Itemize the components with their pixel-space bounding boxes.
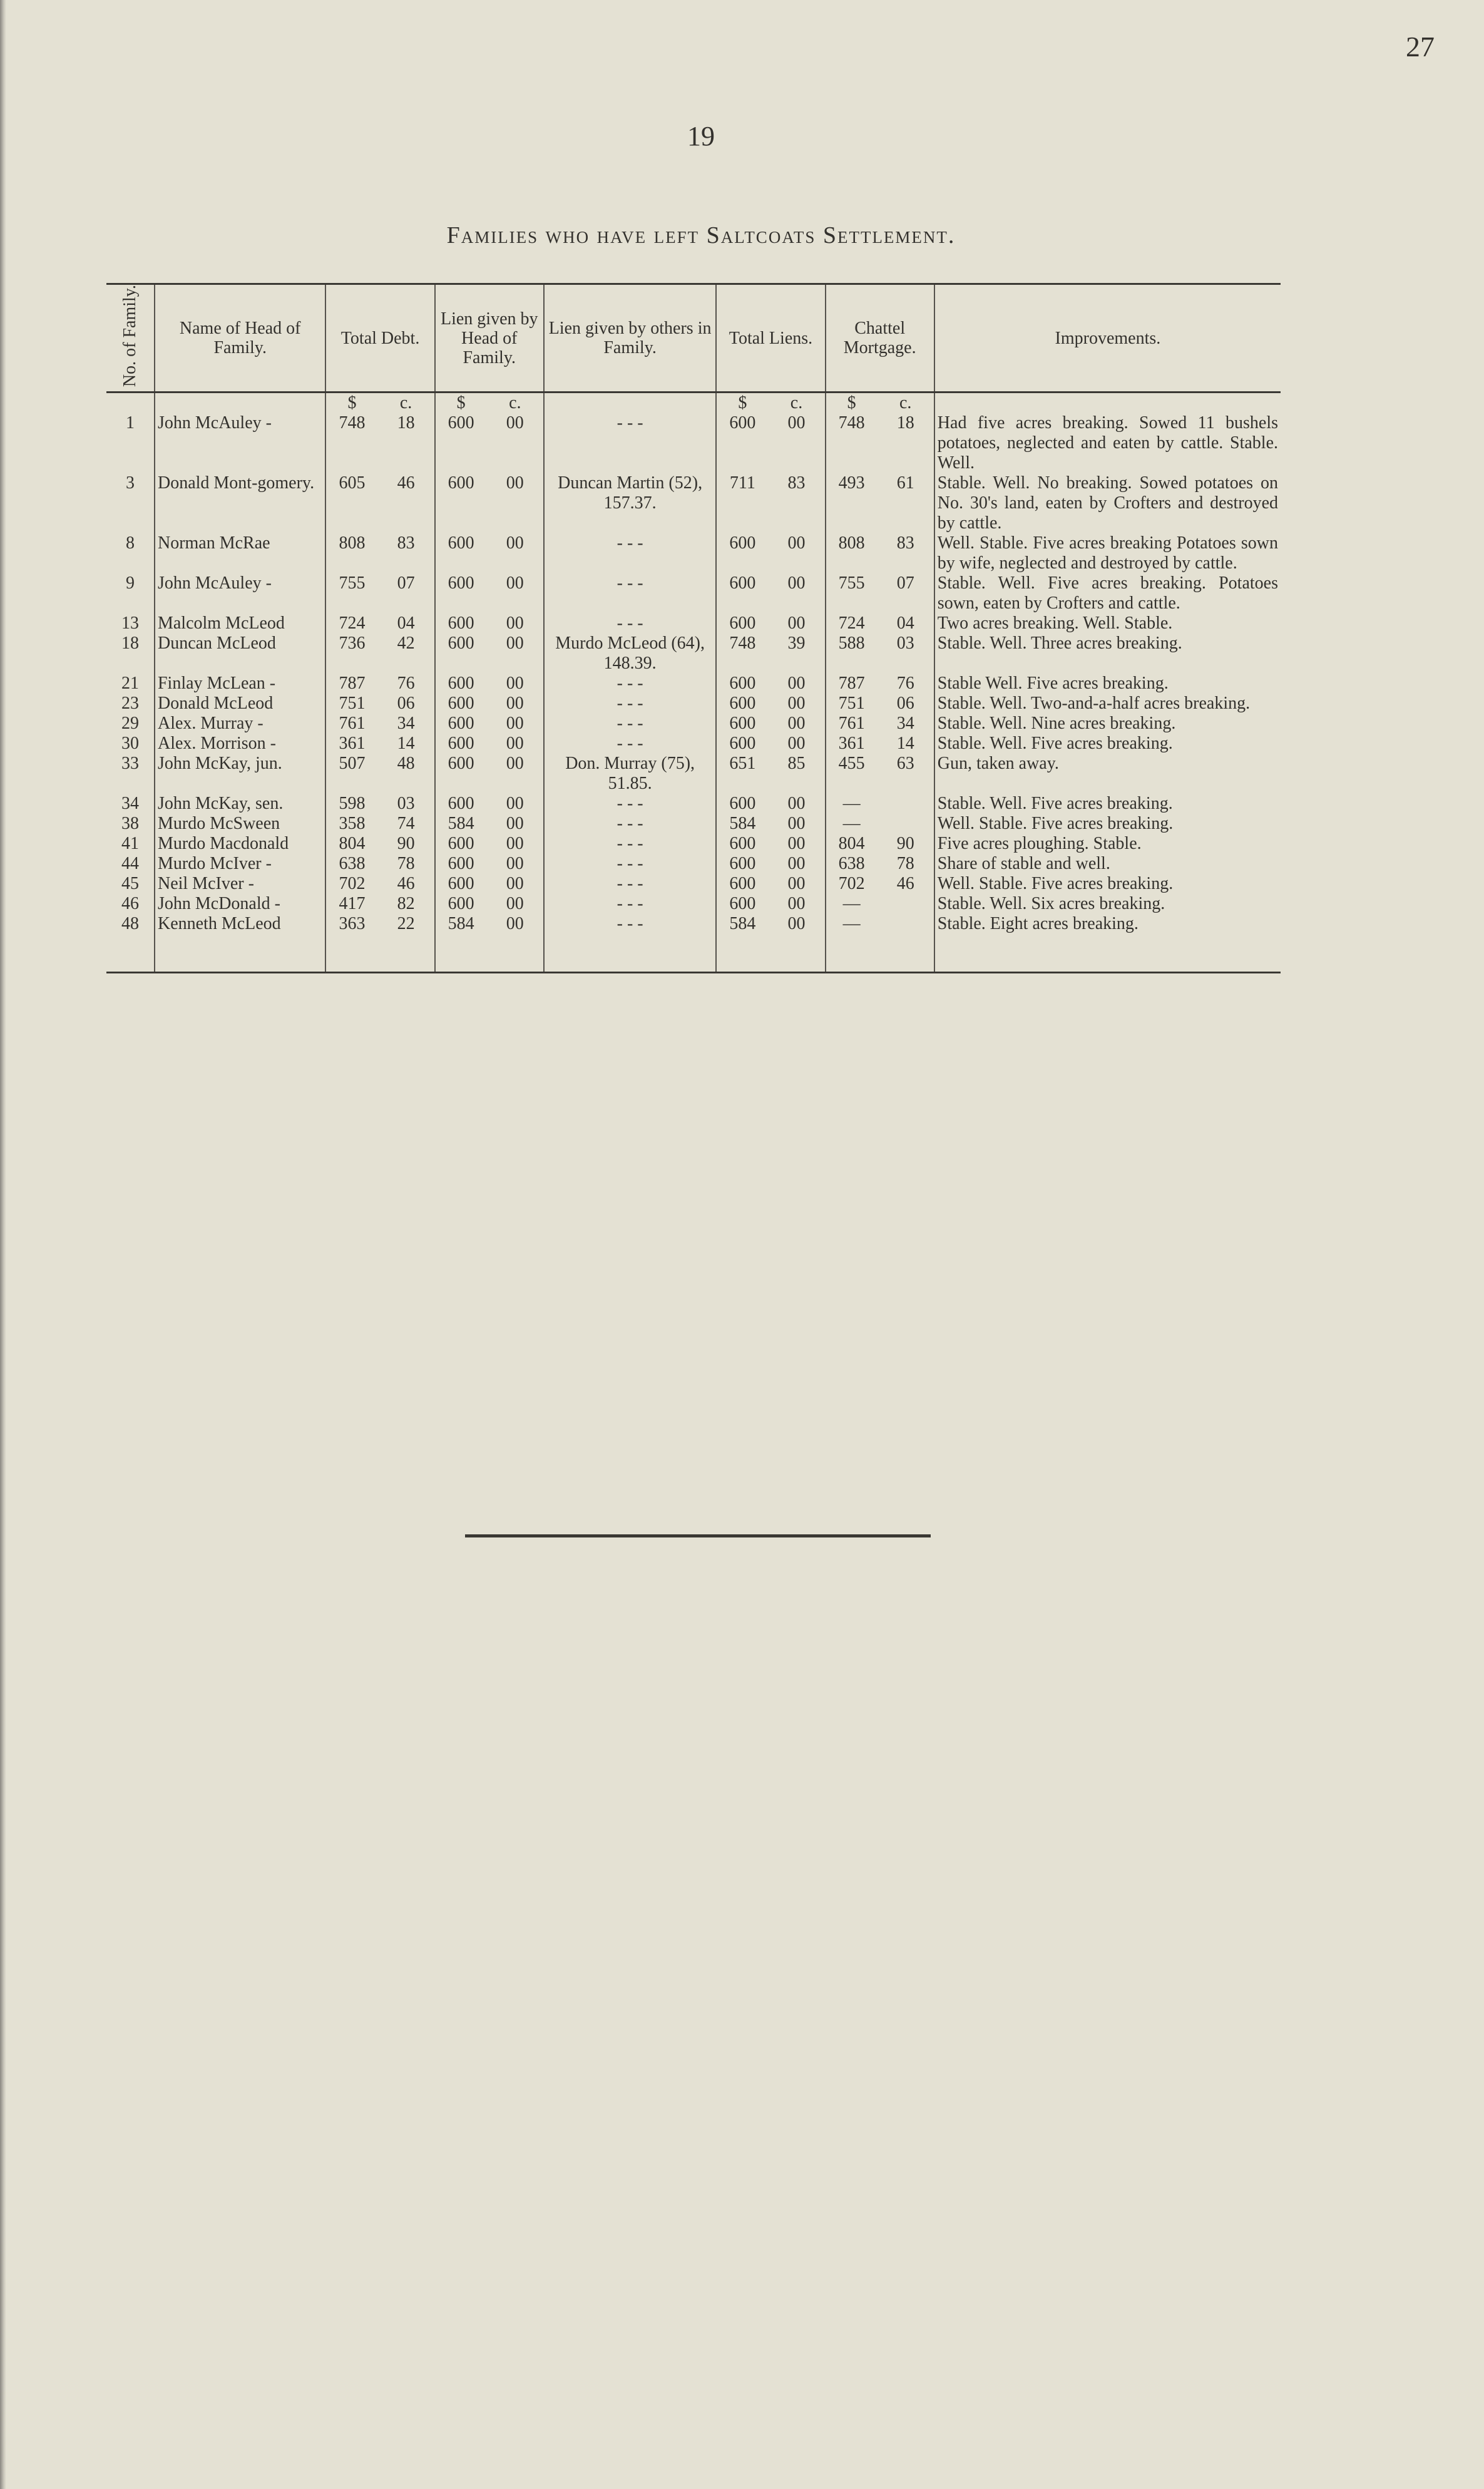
family-no-cell: 1 bbox=[106, 413, 155, 473]
improvements-cell: Well. Stable. Five acres breaking. bbox=[937, 874, 1174, 894]
chattel-cents-cell: 34 bbox=[878, 714, 934, 734]
chattel-dollars-cell: — bbox=[842, 894, 861, 914]
lien-head-cents-cell: 00 bbox=[487, 854, 544, 874]
head-name-cell: Finlay McLean - bbox=[155, 674, 325, 694]
improvements-cell: Stable. Well. Six acres breaking. bbox=[937, 894, 1165, 914]
total-liens-cents-cell: 00 bbox=[768, 674, 825, 694]
lien-head-dollars-cell: 584 bbox=[448, 814, 474, 834]
page-number-outer: 27 bbox=[1406, 31, 1435, 63]
head-name-cell: Duncan McLeod bbox=[155, 634, 325, 674]
debt-cents-cell: 46 bbox=[378, 473, 435, 533]
lien-head-dollars-cell: 584 bbox=[448, 914, 474, 934]
lien-others-cell: - - - bbox=[544, 794, 717, 814]
improvements-cell: Two acres breaking. Well. Stable. bbox=[937, 613, 1173, 634]
lien-others-cell: - - - bbox=[544, 854, 717, 874]
total-liens-dollars-cell: 600 bbox=[729, 613, 756, 634]
debt-cents-cell: 78 bbox=[378, 854, 435, 874]
chattel-cents-cell: 07 bbox=[878, 573, 934, 613]
total-liens-dollars-cell: 600 bbox=[729, 894, 756, 914]
unit-cents: c. bbox=[768, 393, 825, 414]
total-liens-dollars-cell: 711 bbox=[729, 473, 755, 493]
improvements-cell: Stable. Well. Three acres breaking. bbox=[937, 634, 1182, 654]
table-row bbox=[106, 413, 1281, 473]
family-no-cell: 3 bbox=[106, 473, 155, 533]
debt-cents-cell: 18 bbox=[378, 413, 435, 473]
total-liens-cents-cell: 00 bbox=[768, 694, 825, 714]
chattel-cents-cell: 03 bbox=[878, 634, 934, 674]
lien-head-dollars-cell: 600 bbox=[448, 634, 474, 654]
debt-dollars-cell: 702 bbox=[339, 874, 366, 894]
table-row bbox=[106, 874, 1281, 894]
improvements-cell: Well. Stable. Five acres breaking Potatoes sown by wife, neglected and destroyed by cattle. bbox=[937, 533, 1278, 573]
total-liens-dollars-cell: 600 bbox=[729, 734, 756, 754]
chattel-dollars-cell: 751 bbox=[838, 694, 865, 714]
lien-head-cents-cell: 00 bbox=[487, 533, 544, 573]
page-title: Families who have left Saltcoats Settlement. bbox=[446, 222, 956, 249]
debt-cents-cell: 22 bbox=[378, 914, 435, 934]
header-total-debt: Total Debt. bbox=[325, 284, 434, 393]
debt-dollars-cell: 417 bbox=[339, 894, 366, 914]
total-liens-cents-cell: 00 bbox=[768, 914, 825, 934]
lien-others-cell: - - - bbox=[544, 613, 717, 634]
lien-others-cell: - - - bbox=[544, 714, 717, 734]
lien-others-cell: - - - bbox=[544, 834, 717, 854]
improvements-cell: Stable. Well. Five acres breaking. bbox=[937, 734, 1173, 754]
improvements-cell: Stable. Well. Five acres breaking. Potatoes sown, eaten by Crofters and cattle. bbox=[937, 573, 1278, 613]
header-improvements: Improvements. bbox=[934, 284, 1281, 393]
unit-dollars: $ bbox=[847, 393, 856, 413]
debt-dollars-cell: 363 bbox=[339, 914, 366, 934]
family-no-cell: 18 bbox=[106, 634, 155, 674]
chattel-cents-cell: 83 bbox=[878, 533, 934, 573]
debt-dollars-cell: 761 bbox=[339, 714, 366, 734]
head-name-cell: John McAuley - bbox=[155, 573, 325, 613]
header-lien-head: Lien given by Head of Family. bbox=[435, 284, 544, 393]
improvements-cell: Stable. Well. No breaking. Sowed potatoes on No. 30's land, eaten by Crofters and destroyed by cattle. bbox=[937, 473, 1278, 533]
improvements-cell: Stable. Well. Five acres breaking. bbox=[937, 794, 1173, 814]
lien-head-dollars-cell: 600 bbox=[448, 613, 474, 634]
debt-cents-cell: 14 bbox=[378, 734, 435, 754]
header-lien-others: Lien given by others in Family. bbox=[544, 284, 717, 393]
family-no-cell: 34 bbox=[106, 794, 155, 814]
lien-head-dollars-cell: 600 bbox=[448, 473, 474, 493]
lien-others-cell: - - - bbox=[544, 874, 717, 894]
chattel-dollars-cell: 748 bbox=[838, 413, 865, 433]
total-liens-cents-cell: 00 bbox=[768, 834, 825, 854]
page-edge-shadow bbox=[0, 0, 6, 2489]
head-name-cell: Donald McLeod bbox=[155, 694, 325, 714]
lien-others-cell: Duncan Martin (52), 157.37. bbox=[544, 473, 717, 533]
lien-head-cents-cell: 00 bbox=[487, 794, 544, 814]
lien-head-cents-cell: 00 bbox=[487, 573, 544, 613]
lien-others-cell: - - - bbox=[544, 914, 717, 934]
bottom-divider-rule bbox=[465, 1534, 931, 1537]
debt-cents-cell: 82 bbox=[378, 894, 435, 914]
total-liens-cents-cell: 83 bbox=[768, 473, 825, 533]
total-liens-cents-cell: 00 bbox=[768, 874, 825, 894]
unit-cents: c. bbox=[378, 393, 435, 414]
debt-cents-cell: 74 bbox=[378, 814, 435, 834]
total-liens-dollars-cell: 600 bbox=[729, 854, 756, 874]
lien-head-dollars-cell: 600 bbox=[448, 573, 474, 593]
families-table bbox=[106, 283, 1281, 973]
total-liens-cents-cell: 00 bbox=[768, 573, 825, 613]
chattel-dollars-cell: — bbox=[842, 814, 861, 834]
table-row bbox=[106, 694, 1281, 714]
lien-head-cents-cell: 00 bbox=[487, 634, 544, 674]
table-row bbox=[106, 794, 1281, 814]
chattel-dollars-cell: 808 bbox=[838, 533, 865, 553]
debt-dollars-cell: 748 bbox=[339, 413, 366, 433]
lien-head-dollars-cell: 600 bbox=[448, 674, 474, 694]
total-liens-dollars-cell: 584 bbox=[729, 914, 756, 934]
chattel-cents-cell bbox=[878, 894, 934, 914]
total-liens-dollars-cell: 748 bbox=[729, 634, 756, 654]
total-liens-dollars-cell: 651 bbox=[729, 754, 756, 774]
lien-head-dollars-cell: 600 bbox=[448, 413, 474, 433]
total-liens-dollars-cell: 600 bbox=[729, 794, 756, 814]
chattel-cents-cell bbox=[878, 914, 934, 934]
improvements-cell: Share of stable and well. bbox=[937, 854, 1110, 874]
head-name-cell: Murdo McSween bbox=[155, 814, 325, 834]
chattel-cents-cell: 14 bbox=[878, 734, 934, 754]
lien-head-dollars-cell: 600 bbox=[448, 894, 474, 914]
lien-head-cents-cell: 00 bbox=[487, 613, 544, 634]
family-no-cell: 41 bbox=[106, 834, 155, 854]
chattel-dollars-cell: 638 bbox=[838, 854, 865, 874]
chattel-dollars-cell: 455 bbox=[838, 754, 865, 774]
total-liens-cents-cell: 00 bbox=[768, 894, 825, 914]
lien-head-dollars-cell: 600 bbox=[448, 874, 474, 894]
total-liens-cents-cell: 39 bbox=[768, 634, 825, 674]
total-liens-dollars-cell: 600 bbox=[729, 533, 756, 553]
total-liens-dollars-cell: 600 bbox=[729, 573, 756, 593]
debt-dollars-cell: 736 bbox=[339, 634, 366, 654]
table-row bbox=[106, 834, 1281, 854]
chattel-cents-cell: 04 bbox=[878, 613, 934, 634]
family-no-cell: 30 bbox=[106, 734, 155, 754]
family-no-cell: 9 bbox=[106, 573, 155, 613]
table-row bbox=[106, 914, 1281, 934]
lien-others-cell: - - - bbox=[544, 573, 717, 613]
table-row bbox=[106, 533, 1281, 573]
debt-dollars-cell: 638 bbox=[339, 854, 366, 874]
chattel-dollars-cell: — bbox=[842, 794, 861, 814]
improvements-cell: Five acres ploughing. Stable. bbox=[937, 834, 1142, 854]
family-no-cell: 8 bbox=[106, 533, 155, 573]
debt-cents-cell: 03 bbox=[378, 794, 435, 814]
head-name-cell: Donald Mont-gomery. bbox=[155, 473, 325, 533]
table-row bbox=[106, 634, 1281, 674]
chattel-dollars-cell: 755 bbox=[838, 573, 865, 593]
unit-dollars: $ bbox=[347, 393, 357, 413]
table-row bbox=[106, 854, 1281, 874]
total-liens-cents-cell: 00 bbox=[768, 714, 825, 734]
total-liens-cents-cell: 85 bbox=[768, 754, 825, 794]
improvements-cell: Well. Stable. Five acres breaking. bbox=[937, 814, 1174, 834]
chattel-dollars-cell: 702 bbox=[838, 874, 865, 894]
lien-others-cell: - - - bbox=[544, 734, 717, 754]
family-no-cell: 23 bbox=[106, 694, 155, 714]
debt-cents-cell: 07 bbox=[378, 573, 435, 613]
head-name-cell: John McKay, sen. bbox=[155, 794, 325, 814]
table-row bbox=[106, 674, 1281, 694]
family-no-cell: 48 bbox=[106, 914, 155, 934]
lien-head-cents-cell: 00 bbox=[487, 413, 544, 473]
lien-head-dollars-cell: 600 bbox=[448, 714, 474, 734]
debt-dollars-cell: 804 bbox=[339, 834, 366, 854]
improvements-cell: Had five acres breaking. Sowed 11 bushels potatoes, neglected and eaten by cattle. Stable. Well. bbox=[937, 413, 1278, 473]
chattel-cents-cell: 78 bbox=[878, 854, 934, 874]
table-row bbox=[106, 473, 1281, 533]
family-no-cell: 33 bbox=[106, 754, 155, 794]
table-row bbox=[106, 734, 1281, 754]
table-row bbox=[106, 814, 1281, 834]
header-name: Name of Head of Family. bbox=[155, 284, 325, 393]
lien-others-cell: - - - bbox=[544, 694, 717, 714]
chattel-cents-cell: 46 bbox=[878, 874, 934, 894]
header-total-liens: Total Liens. bbox=[716, 284, 825, 393]
family-no-cell: 29 bbox=[106, 714, 155, 734]
total-liens-dollars-cell: 600 bbox=[729, 694, 756, 714]
table-row bbox=[106, 573, 1281, 613]
lien-others-cell: - - - bbox=[544, 413, 717, 473]
chattel-dollars-cell: 761 bbox=[838, 714, 865, 734]
chattel-dollars-cell: 361 bbox=[838, 734, 865, 754]
total-liens-dollars-cell: 600 bbox=[729, 714, 756, 734]
table-row bbox=[106, 754, 1281, 794]
lien-others-cell: - - - bbox=[544, 814, 717, 834]
head-name-cell: Neil McIver - bbox=[155, 874, 325, 894]
unit-dollars: $ bbox=[738, 393, 747, 413]
debt-dollars-cell: 507 bbox=[339, 754, 366, 774]
family-no-cell: 21 bbox=[106, 674, 155, 694]
family-no-cell: 44 bbox=[106, 854, 155, 874]
lien-others-cell: - - - bbox=[544, 894, 717, 914]
debt-dollars-cell: 808 bbox=[339, 533, 366, 553]
debt-cents-cell: 06 bbox=[378, 694, 435, 714]
lien-others-cell: Murdo McLeod (64), 148.39. bbox=[544, 634, 717, 674]
debt-cents-cell: 90 bbox=[378, 834, 435, 854]
lien-head-cents-cell: 00 bbox=[487, 473, 544, 533]
debt-dollars-cell: 361 bbox=[339, 734, 366, 754]
debt-cents-cell: 46 bbox=[378, 874, 435, 894]
lien-head-cents-cell: 00 bbox=[487, 814, 544, 834]
head-name-cell: Alex. Murray - bbox=[155, 714, 325, 734]
table-row bbox=[106, 613, 1281, 634]
head-name-cell: Malcolm McLeod bbox=[155, 613, 325, 634]
family-no-cell: 38 bbox=[106, 814, 155, 834]
total-liens-cents-cell: 00 bbox=[768, 613, 825, 634]
total-liens-dollars-cell: 600 bbox=[729, 413, 756, 433]
total-liens-cents-cell: 00 bbox=[768, 854, 825, 874]
debt-dollars-cell: 358 bbox=[339, 814, 366, 834]
debt-cents-cell: 48 bbox=[378, 754, 435, 794]
family-no-cell: 46 bbox=[106, 894, 155, 914]
total-liens-dollars-cell: 600 bbox=[729, 834, 756, 854]
table-header-row bbox=[106, 284, 1281, 393]
lien-head-cents-cell: 00 bbox=[487, 694, 544, 714]
lien-head-cents-cell: 00 bbox=[487, 754, 544, 794]
lien-head-dollars-cell: 600 bbox=[448, 694, 474, 714]
total-liens-cents-cell: 00 bbox=[768, 413, 825, 473]
lien-head-cents-cell: 00 bbox=[487, 874, 544, 894]
lien-head-cents-cell: 00 bbox=[487, 834, 544, 854]
header-family-no: No. of Family. bbox=[106, 284, 155, 393]
chattel-cents-cell: 18 bbox=[878, 413, 934, 473]
head-name-cell: John McAuley - bbox=[155, 413, 325, 473]
header-chattel-mortgage: Chattel Mortgage. bbox=[826, 284, 934, 393]
lien-others-cell: Don. Murray (75), 51.85. bbox=[544, 754, 717, 794]
chattel-cents-cell: 76 bbox=[878, 674, 934, 694]
chattel-cents-cell: 90 bbox=[878, 834, 934, 854]
debt-cents-cell: 76 bbox=[378, 674, 435, 694]
lien-head-cents-cell: 00 bbox=[487, 734, 544, 754]
improvements-cell: Stable. Well. Nine acres breaking. bbox=[937, 714, 1176, 734]
units-row bbox=[106, 393, 1281, 414]
lien-head-dollars-cell: 600 bbox=[448, 754, 474, 774]
improvements-cell: Stable. Well. Two-and-a-half acres breaking. bbox=[937, 694, 1251, 714]
debt-dollars-cell: 605 bbox=[339, 473, 366, 493]
table-row bbox=[106, 714, 1281, 734]
debt-cents-cell: 04 bbox=[378, 613, 435, 634]
total-liens-dollars-cell: 600 bbox=[729, 674, 756, 694]
family-no-cell: 45 bbox=[106, 874, 155, 894]
chattel-cents-cell: 61 bbox=[878, 473, 934, 533]
head-name-cell: John McDonald - bbox=[155, 894, 325, 914]
lien-head-cents-cell: 00 bbox=[487, 674, 544, 694]
improvements-cell: Gun, taken away. bbox=[937, 754, 1059, 774]
chattel-cents-cell bbox=[878, 794, 934, 814]
improvements-cell: Stable. Eight acres breaking. bbox=[937, 914, 1139, 934]
head-name-cell: Norman McRae bbox=[155, 533, 325, 573]
head-name-cell: Murdo Macdonald bbox=[155, 834, 325, 854]
lien-head-dollars-cell: 600 bbox=[448, 794, 474, 814]
head-name-cell: Kenneth McLeod bbox=[155, 914, 325, 934]
lien-head-dollars-cell: 600 bbox=[448, 533, 474, 553]
chattel-dollars-cell: 787 bbox=[838, 674, 865, 694]
chattel-dollars-cell: 804 bbox=[838, 834, 865, 854]
table-bottom-spacer bbox=[106, 934, 1281, 973]
lien-head-cents-cell: 00 bbox=[487, 714, 544, 734]
debt-cents-cell: 34 bbox=[378, 714, 435, 734]
chattel-dollars-cell: 493 bbox=[838, 473, 865, 493]
total-liens-cents-cell: 00 bbox=[768, 533, 825, 573]
debt-dollars-cell: 787 bbox=[339, 674, 366, 694]
table-row bbox=[106, 894, 1281, 914]
head-name-cell: Alex. Morrison - bbox=[155, 734, 325, 754]
total-liens-cents-cell: 00 bbox=[768, 794, 825, 814]
head-name-cell: Murdo McIver - bbox=[155, 854, 325, 874]
lien-others-cell: - - - bbox=[544, 533, 717, 573]
unit-cents: c. bbox=[487, 393, 544, 414]
debt-dollars-cell: 724 bbox=[339, 613, 366, 634]
family-no-cell: 13 bbox=[106, 613, 155, 634]
total-liens-dollars-cell: 600 bbox=[729, 874, 756, 894]
debt-dollars-cell: 751 bbox=[339, 694, 366, 714]
head-name-cell: John McKay, jun. bbox=[155, 754, 325, 794]
unit-dollars: $ bbox=[456, 393, 466, 413]
total-liens-cents-cell: 00 bbox=[768, 734, 825, 754]
total-liens-cents-cell: 00 bbox=[768, 814, 825, 834]
total-liens-dollars-cell: 584 bbox=[729, 814, 756, 834]
page-number-inner: 19 bbox=[687, 121, 715, 151]
lien-head-dollars-cell: 600 bbox=[448, 834, 474, 854]
lien-head-dollars-cell: 600 bbox=[448, 734, 474, 754]
lien-head-dollars-cell: 600 bbox=[448, 854, 474, 874]
lien-head-cents-cell: 00 bbox=[487, 914, 544, 934]
debt-dollars-cell: 755 bbox=[339, 573, 366, 593]
improvements-cell: Stable Well. Five acres breaking. bbox=[937, 674, 1169, 694]
debt-dollars-cell: 598 bbox=[339, 794, 366, 814]
chattel-cents-cell bbox=[878, 814, 934, 834]
lien-others-cell: - - - bbox=[544, 674, 717, 694]
chattel-cents-cell: 06 bbox=[878, 694, 934, 714]
debt-cents-cell: 42 bbox=[378, 634, 435, 674]
chattel-dollars-cell: 724 bbox=[838, 613, 865, 634]
chattel-dollars-cell: — bbox=[842, 914, 861, 934]
debt-cents-cell: 83 bbox=[378, 533, 435, 573]
chattel-cents-cell: 63 bbox=[878, 754, 934, 794]
chattel-dollars-cell: 588 bbox=[838, 634, 865, 654]
lien-head-cents-cell: 00 bbox=[487, 894, 544, 914]
unit-cents: c. bbox=[878, 393, 934, 414]
